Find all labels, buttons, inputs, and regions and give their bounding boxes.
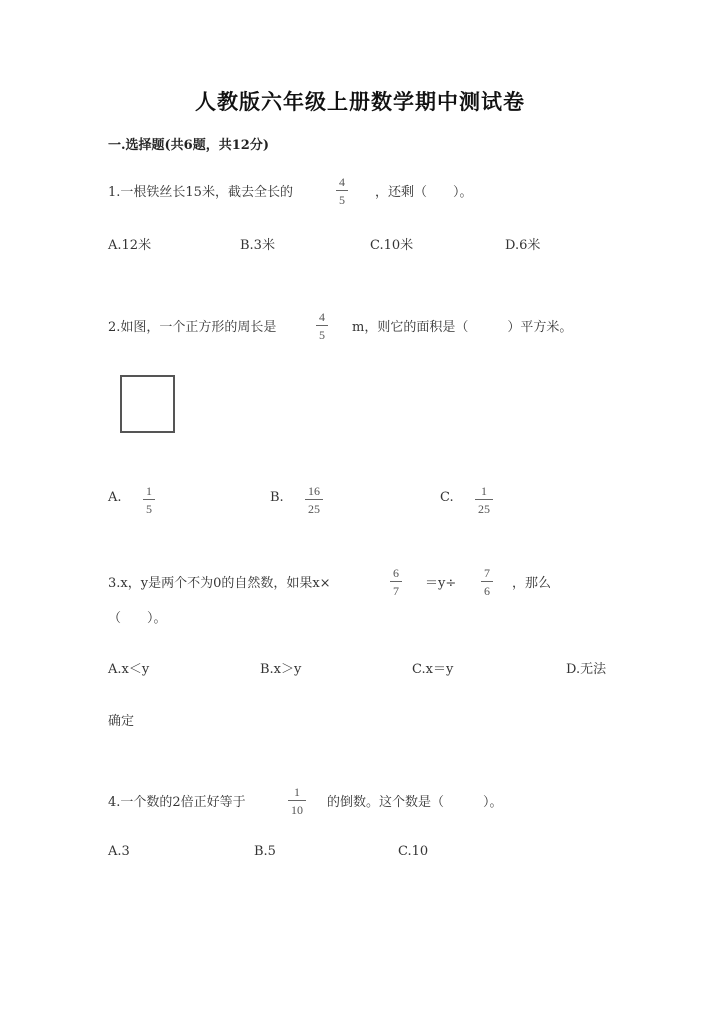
q3-option-b: B.x＞y (260, 662, 302, 677)
q2-text-after: m，则它的面积是（ ）平方米。 (352, 320, 573, 335)
fraction-numerator: 1 (146, 484, 152, 498)
q4-text-after: 的倒数。这个数是（ ）。 (327, 795, 503, 810)
q1-option-d: D.6米 (505, 238, 541, 253)
q4-text: 4.一个数的2倍正好等于 (108, 795, 246, 810)
fraction-numerator: 1 (294, 785, 300, 799)
q2-option-b-fraction (305, 485, 323, 515)
q2-option-a-fraction (143, 485, 155, 515)
section-heading: 一.选择题(共6题，共12分) (108, 138, 269, 153)
fraction-denominator: 10 (291, 803, 303, 817)
fraction-denominator: 25 (478, 502, 490, 516)
q3-option-a: A.x＜y (108, 662, 150, 677)
q3-text-after: ，那么 (512, 576, 552, 591)
q2-option-c-label: C. (440, 490, 454, 505)
square-figure (120, 375, 175, 433)
q1-fraction (336, 176, 348, 206)
fraction-denominator: 6 (484, 584, 490, 598)
fraction-denominator: 5 (319, 328, 325, 342)
q1-option-c: C.10米 (370, 238, 414, 253)
q2-fraction (316, 311, 328, 341)
q2-option-b-label: B. (270, 490, 284, 505)
fraction-denominator: 5 (146, 502, 152, 516)
q4-fraction (288, 786, 306, 816)
fraction-numerator: 4 (319, 310, 325, 324)
q1-text-after: ，还剩（ ）。 (375, 185, 473, 200)
fraction-numerator: 7 (484, 566, 490, 580)
q1-text: 1.一根铁丝长15米，截去全长的 (108, 185, 293, 200)
q2-text: 2.如图，一个正方形的周长是 (108, 320, 277, 335)
q4-option-b: B.5 (254, 844, 276, 859)
q2-option-c-fraction (475, 485, 493, 515)
q3-option-c: C.x＝y (412, 662, 454, 677)
q1-option-a: A.12米 (108, 238, 152, 253)
fraction-numerator: 4 (339, 175, 345, 189)
fraction-numerator: 16 (308, 484, 320, 498)
q3-option-d: D.无法 (566, 662, 607, 677)
q3-text: 3.x，y是两个不为0的自然数，如果x× (108, 576, 331, 591)
q2-option-a-label: A. (108, 490, 122, 505)
fraction-denominator: 5 (339, 193, 345, 207)
q3-fraction-2 (481, 567, 493, 597)
q4-option-c: C.10 (398, 844, 429, 859)
fraction-denominator: 25 (308, 502, 320, 516)
fraction-numerator: 1 (481, 484, 487, 498)
q3-option-d-wrap: 确定 (108, 714, 135, 729)
q3-text-line2: （ ）。 (108, 611, 167, 626)
fraction-numerator: 6 (393, 566, 399, 580)
q4-option-a: A.3 (108, 844, 130, 859)
q3-text-mid: ＝y÷ (425, 576, 457, 591)
page-title: 人教版六年级上册数学期中测试卷 (195, 89, 525, 114)
q3-fraction-1 (390, 567, 402, 597)
fraction-denominator: 7 (393, 584, 399, 598)
q1-option-b: B.3米 (240, 238, 275, 253)
